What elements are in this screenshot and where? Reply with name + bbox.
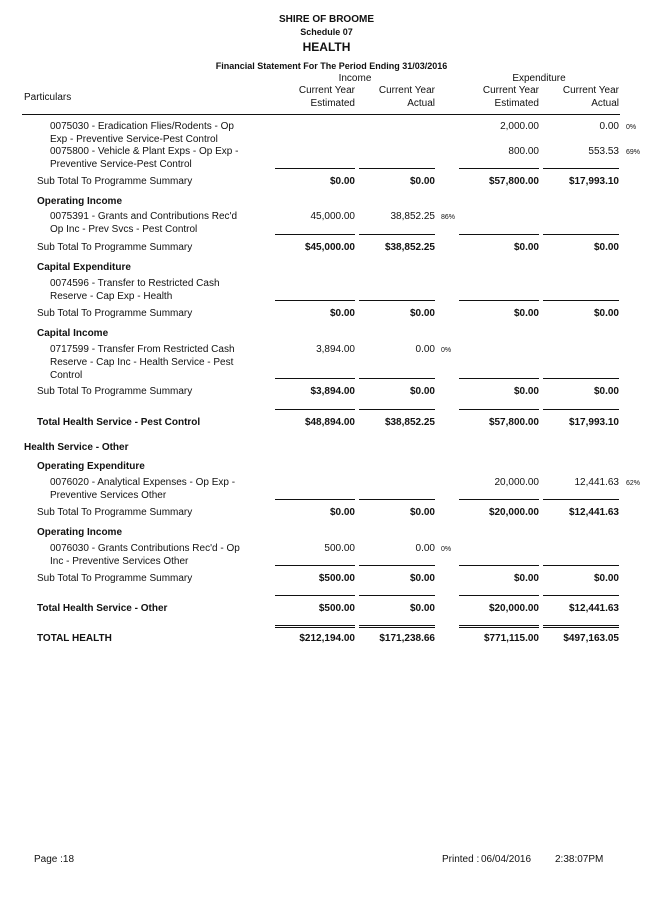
subtotal-rule-ee bbox=[459, 300, 539, 301]
org-name: SHIRE OF BROOME bbox=[278, 14, 374, 25]
grand-rule2-ee bbox=[459, 627, 539, 628]
subtotal-amount-ee: $0.00 bbox=[513, 386, 539, 397]
total-rule-ie bbox=[275, 595, 355, 596]
grand-rule2-ia bbox=[359, 627, 435, 628]
income-act-header-2: Actual bbox=[407, 98, 435, 109]
subtotal-rule-ee bbox=[459, 499, 539, 500]
line-item-desc-1: 0075030 - Eradication Flies/Rodents - Op bbox=[50, 121, 234, 132]
subtotal-amount-ie: $0.00 bbox=[329, 308, 355, 319]
subtotal-rule-ie bbox=[275, 168, 355, 169]
subtotal-amount-ea: $0.00 bbox=[593, 242, 619, 253]
total-amount-ie: $500.00 bbox=[318, 603, 355, 614]
subtotal-amount-ee: $0.00 bbox=[513, 308, 539, 319]
total-rule-ea bbox=[543, 409, 619, 410]
subtotal-amount-ee: $0.00 bbox=[513, 242, 539, 253]
group-heading: Operating Income bbox=[37, 196, 123, 207]
subtotal-amount-ia: $0.00 bbox=[409, 573, 435, 584]
percent-epct: 62% bbox=[626, 480, 641, 487]
line-item-desc-2: Inc - Preventive Services Other bbox=[50, 556, 189, 567]
subtotal-rule-ie bbox=[275, 565, 355, 566]
subtotal-amount-ia: $0.00 bbox=[409, 507, 435, 518]
subtotal-rule-ia bbox=[359, 300, 435, 301]
subtotal-amount-ia: $0.00 bbox=[409, 176, 435, 187]
printed-label: Printed : bbox=[442, 854, 480, 865]
group-heading: Capital Income bbox=[37, 328, 109, 339]
amount-ie: 3,894.00 bbox=[316, 344, 355, 355]
line-item-desc-2: Exp - Preventive Service-Pest Control bbox=[50, 134, 218, 145]
subtotal-amount-ie: $0.00 bbox=[329, 176, 355, 187]
amount-ie: 45,000.00 bbox=[310, 211, 355, 222]
income-act-header-1: Current Year bbox=[378, 85, 435, 96]
exp-est-header-1: Current Year bbox=[482, 85, 539, 96]
grand-rule-ia bbox=[359, 625, 435, 626]
subtotal-amount-ee: $0.00 bbox=[513, 573, 539, 584]
line-item-desc-2: Reserve - Cap Exp - Health bbox=[50, 291, 173, 302]
line-item-desc-2: Op Inc - Prev Svcs - Pest Control bbox=[50, 224, 198, 235]
subtotal-amount-ie: $45,000.00 bbox=[304, 242, 355, 253]
expenditure-header: Expenditure bbox=[512, 73, 566, 84]
grand-rule2-ea bbox=[543, 627, 619, 628]
exp-est-header-2: Estimated bbox=[494, 98, 539, 109]
grand-amount-ie: $212,194.00 bbox=[299, 633, 355, 644]
subtotal-rule-ee bbox=[459, 168, 539, 169]
subtotal-rule-ie bbox=[275, 300, 355, 301]
subtotal-amount-ea: $0.00 bbox=[593, 573, 619, 584]
total-amount-ie: $48,894.00 bbox=[304, 417, 355, 428]
income-est-header-2: Estimated bbox=[310, 98, 355, 109]
subtotal-amount-ia: $0.00 bbox=[409, 386, 435, 397]
subtotal-amount-ie: $0.00 bbox=[329, 507, 355, 518]
line-item-desc-1: 0075391 - Grants and Contributions Rec'd bbox=[50, 211, 238, 222]
percent-ipct: 86% bbox=[441, 214, 456, 221]
printed-date: 06/04/2016 bbox=[481, 854, 532, 865]
period-label: Financial Statement For The Period Ending 31/03/2016 bbox=[215, 61, 448, 71]
subtotal-label: Sub Total To Programme Summary bbox=[37, 507, 193, 518]
subtotal-amount-ea: $0.00 bbox=[593, 308, 619, 319]
amount-ea: 12,441.63 bbox=[574, 477, 619, 488]
percent-epct: 69% bbox=[626, 149, 641, 156]
grand-rule-ie bbox=[275, 625, 355, 626]
subtotal-amount-ea: $0.00 bbox=[593, 386, 619, 397]
amount-ee: 800.00 bbox=[508, 146, 539, 157]
amount-ie: 500.00 bbox=[324, 543, 355, 554]
subtotal-rule-ea bbox=[543, 565, 619, 566]
percent-epct: 0% bbox=[626, 124, 637, 131]
subtotal-rule-ia bbox=[359, 378, 435, 379]
subtotal-label: Sub Total To Programme Summary bbox=[37, 176, 193, 187]
line-item-desc-1: 0074596 - Transfer to Restricted Cash bbox=[50, 278, 220, 289]
income-header: Income bbox=[338, 73, 372, 84]
amount-ia: 0.00 bbox=[415, 543, 435, 554]
line-item-desc-1: 0076020 - Analytical Expenses - Op Exp - bbox=[50, 477, 236, 488]
subtotal-rule-ea bbox=[543, 168, 619, 169]
line-item-desc-2: Preventive Service-Pest Control bbox=[50, 159, 192, 170]
percent-ipct: 0% bbox=[441, 546, 452, 553]
total-rule-ie bbox=[275, 409, 355, 410]
total-label: Total Health Service - Other bbox=[37, 603, 168, 614]
subtotal-label: Sub Total To Programme Summary bbox=[37, 573, 193, 584]
subtotal-rule-ia bbox=[359, 234, 435, 235]
amount-ia: 0.00 bbox=[415, 344, 435, 355]
amount-ee: 20,000.00 bbox=[494, 477, 539, 488]
grand-amount-ia: $171,238.66 bbox=[379, 633, 435, 644]
grand-rule2-ie bbox=[275, 627, 355, 628]
grand-label: TOTAL HEALTH bbox=[37, 633, 112, 644]
subtotal-amount-ea: $12,441.63 bbox=[568, 507, 619, 518]
amount-ee: 2,000.00 bbox=[500, 121, 539, 132]
line-item-desc-3: Control bbox=[50, 370, 83, 381]
total-amount-ee: $20,000.00 bbox=[488, 603, 539, 614]
exp-act-header-2: Actual bbox=[591, 98, 619, 109]
total-rule-ee bbox=[459, 595, 539, 596]
subtotal-rule-ia bbox=[359, 499, 435, 500]
schedule-label: Schedule 07 bbox=[300, 27, 353, 37]
subtotal-amount-ie: $500.00 bbox=[318, 573, 355, 584]
page-number: Page :18 bbox=[34, 854, 75, 865]
subtotal-amount-ee: $57,800.00 bbox=[488, 176, 539, 187]
total-rule-ia bbox=[359, 595, 435, 596]
subtotal-label: Sub Total To Programme Summary bbox=[37, 242, 193, 253]
income-est-header-1: Current Year bbox=[298, 85, 355, 96]
total-rule-ee bbox=[459, 409, 539, 410]
total-rule-ia bbox=[359, 409, 435, 410]
subtotal-rule-ie bbox=[275, 234, 355, 235]
total-amount-ia: $0.00 bbox=[409, 603, 435, 614]
line-item-desc-1: 0717599 - Transfer From Restricted Cash bbox=[50, 344, 235, 355]
subtotal-label: Sub Total To Programme Summary bbox=[37, 308, 193, 319]
grand-rule-ee bbox=[459, 625, 539, 626]
grand-rule-ea bbox=[543, 625, 619, 626]
page-title: HEALTH bbox=[302, 40, 351, 54]
total-label: Total Health Service - Pest Control bbox=[37, 417, 201, 428]
amount-ea: 553.53 bbox=[588, 146, 619, 157]
grand-amount-ea: $497,163.05 bbox=[563, 633, 619, 644]
group-heading: Operating Expenditure bbox=[37, 461, 145, 472]
amount-ia: 38,852.25 bbox=[390, 211, 435, 222]
total-rule-ea bbox=[543, 595, 619, 596]
subtotal-rule-ea bbox=[543, 499, 619, 500]
total-amount-ea: $17,993.10 bbox=[568, 417, 619, 428]
amount-ea: 0.00 bbox=[599, 121, 619, 132]
exp-act-header-1: Current Year bbox=[562, 85, 619, 96]
subtotal-rule-ee bbox=[459, 234, 539, 235]
total-amount-ee: $57,800.00 bbox=[488, 417, 539, 428]
subtotal-rule-ee bbox=[459, 378, 539, 379]
subtotal-rule-ie bbox=[275, 378, 355, 379]
subtotal-rule-ia bbox=[359, 168, 435, 169]
subtotal-rule-ie bbox=[275, 499, 355, 500]
line-item-desc-2: Preventive Services Other bbox=[50, 490, 167, 501]
printed-time: 2:38:07PM bbox=[555, 854, 604, 865]
subtotal-rule-ia bbox=[359, 565, 435, 566]
header-divider bbox=[22, 114, 620, 115]
group-heading: Operating Income bbox=[37, 527, 123, 538]
subtotal-label: Sub Total To Programme Summary bbox=[37, 386, 193, 397]
subtotal-rule-ea bbox=[543, 300, 619, 301]
subtotal-amount-ia: $0.00 bbox=[409, 308, 435, 319]
line-item-desc-2: Reserve - Cap Inc - Health Service - Pest bbox=[50, 357, 234, 368]
group-heading: Capital Expenditure bbox=[37, 262, 131, 273]
subtotal-rule-ea bbox=[543, 378, 619, 379]
subtotal-amount-ea: $17,993.10 bbox=[568, 176, 619, 187]
subtotal-rule-ee bbox=[459, 565, 539, 566]
percent-ipct: 0% bbox=[441, 347, 452, 354]
subtotal-amount-ia: $38,852.25 bbox=[384, 242, 435, 253]
section-heading: Health Service - Other bbox=[24, 442, 129, 453]
subtotal-rule-ea bbox=[543, 234, 619, 235]
total-amount-ia: $38,852.25 bbox=[384, 417, 435, 428]
grand-amount-ee: $771,115.00 bbox=[483, 633, 539, 644]
subtotal-amount-ee: $20,000.00 bbox=[488, 507, 539, 518]
line-item-desc-1: 0075800 - Vehicle & Plant Exps - Op Exp - bbox=[50, 146, 239, 157]
subtotal-amount-ie: $3,894.00 bbox=[310, 386, 355, 397]
particulars-header: Particulars bbox=[24, 92, 72, 103]
line-item-desc-1: 0076030 - Grants Contributions Rec'd - Op bbox=[50, 543, 240, 554]
total-amount-ea: $12,441.63 bbox=[568, 603, 619, 614]
